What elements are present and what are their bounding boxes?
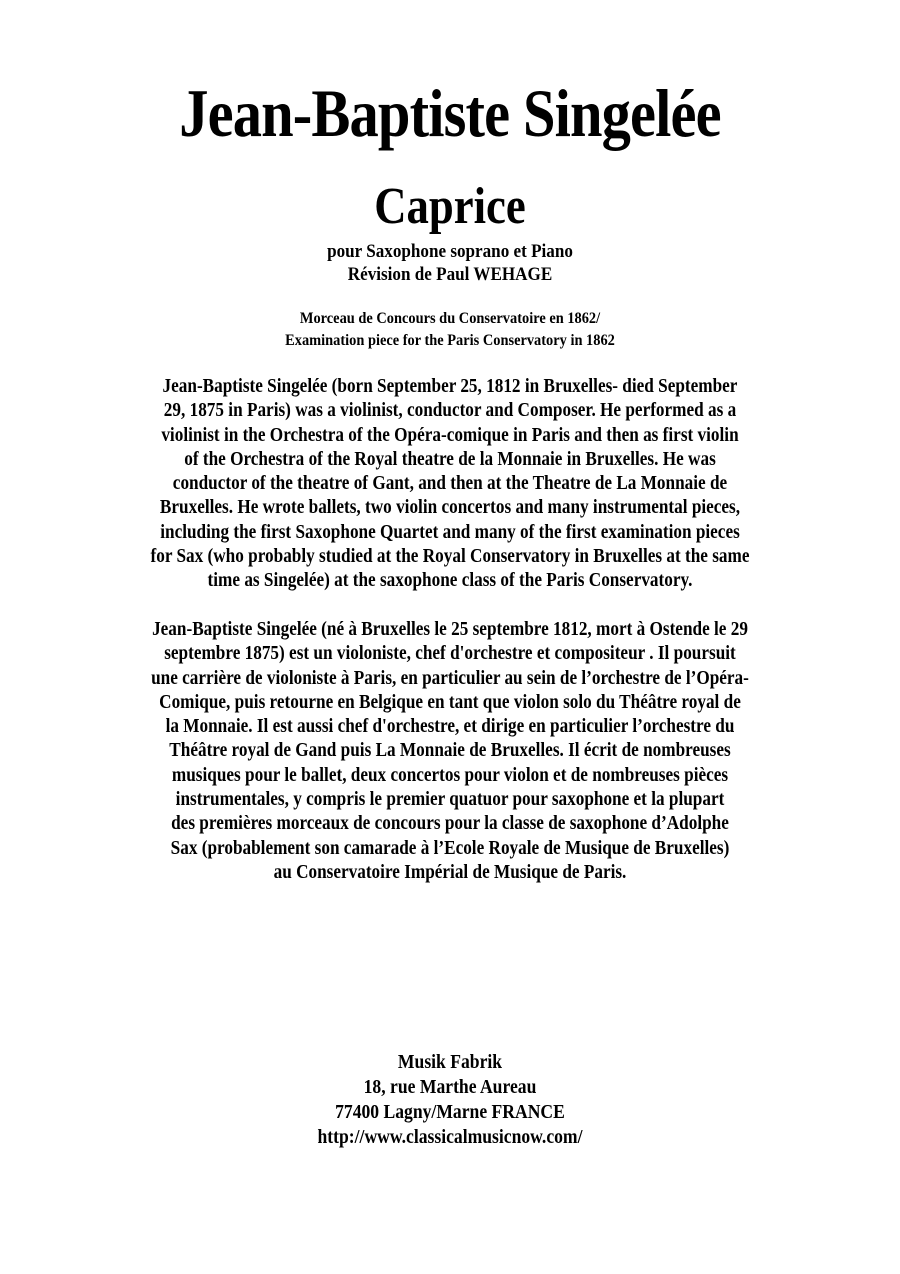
subtitle-block [45,240,855,286]
instrumentation: pour Saxophone soprano et Piano [327,241,573,262]
bio-line: Sax (probablement son camarade à l’Ecole Royale de Musique de Bruxelles) [170,836,730,859]
publisher-url[interactable]: http://www.classicalmusicnow.com/ [317,1126,583,1148]
bio-line: musiques pour le ballet, deux concertos pour violon et de nombreuses pièces [171,763,729,786]
piece-title: Caprice [374,178,526,235]
bio-line: des premières morceaux de concours pour la classe de saxophone d’Adolphe [171,812,729,835]
exam-note-en: Examination piece for the Paris Conservatory in 1862 [285,332,615,349]
exam-note [45,308,855,352]
publisher-street: 18, rue Marthe Aureau [363,1076,537,1098]
bio-line: for Sax (who probably studied at the Royal Conservatory in Bruxelles at the same [150,545,750,568]
composer-name: Jean-Baptiste Singelée [179,75,721,151]
bio-line: 29, 1875 in Paris) was a violinist, conductor and Composer. He performed as a [163,399,737,422]
bio-line: au Conservatoire Impérial de Musique de Paris. [273,860,627,883]
publisher-city: 77400 Lagny/Marne FRANCE [335,1101,565,1123]
bio-line: Bruxelles. He wrote ballets, two violin concertos and many instrumental pieces, [159,496,741,519]
publisher-address [54,1050,846,1150]
bio-line: Comique, puis retourne en Belgique en tant que violon solo du Théâtre royal de [159,690,741,713]
bio-line: Jean-Baptiste Singelée (born September 25, 1812 in Bruxelles- died September [162,375,738,397]
bio-line: septembre 1875) est un violoniste, chef d'orchestre et compositeur . Il poursuit [164,642,736,665]
bio-line: Jean-Baptiste Singelée (né à Bruxelles le 25 septembre 1812, mort à Ostende le 29 [152,618,748,640]
biography-french [63,617,837,884]
revision-credit: Révision de Paul WEHAGE [347,264,553,285]
bio-line: time as Singelée) at the saxophone class of the Paris Conservatory. [207,569,693,592]
bio-line: conductor of the theatre of Gant, and then at the Theatre de La Monnaie de [172,472,728,495]
publisher-name: Musik Fabrik [397,1051,503,1073]
bio-line: instrumentales, y compris le premier quatuor pour saxophone et la plupart [175,788,725,811]
bio-line: Théâtre royal de Gand puis La Monnaie de Bruxelles. Il écrit de nombreuses [169,739,731,762]
bio-line: la Monnaie. Il est aussi chef d'orchestre, et dirige en particulier l’orchestre du [165,715,735,738]
bio-line: of the Orchestra of the Royal theatre de la Monnaie in Bruxelles. He was [184,447,716,470]
bio-line: violinist in the Orchestra of the Opéra-comique in Paris and then as first violin [161,423,739,446]
exam-note-fr: Morceau de Concours du Conservatoire en 1862/ [299,310,601,327]
bio-line: including the first Saxophone Quartet and many of the first examination pieces [160,520,740,543]
biography-english [63,374,837,593]
bio-line: une carrière de violoniste à Paris, en particulier au sein de l’orchestre de l’Opéra- [151,666,749,689]
